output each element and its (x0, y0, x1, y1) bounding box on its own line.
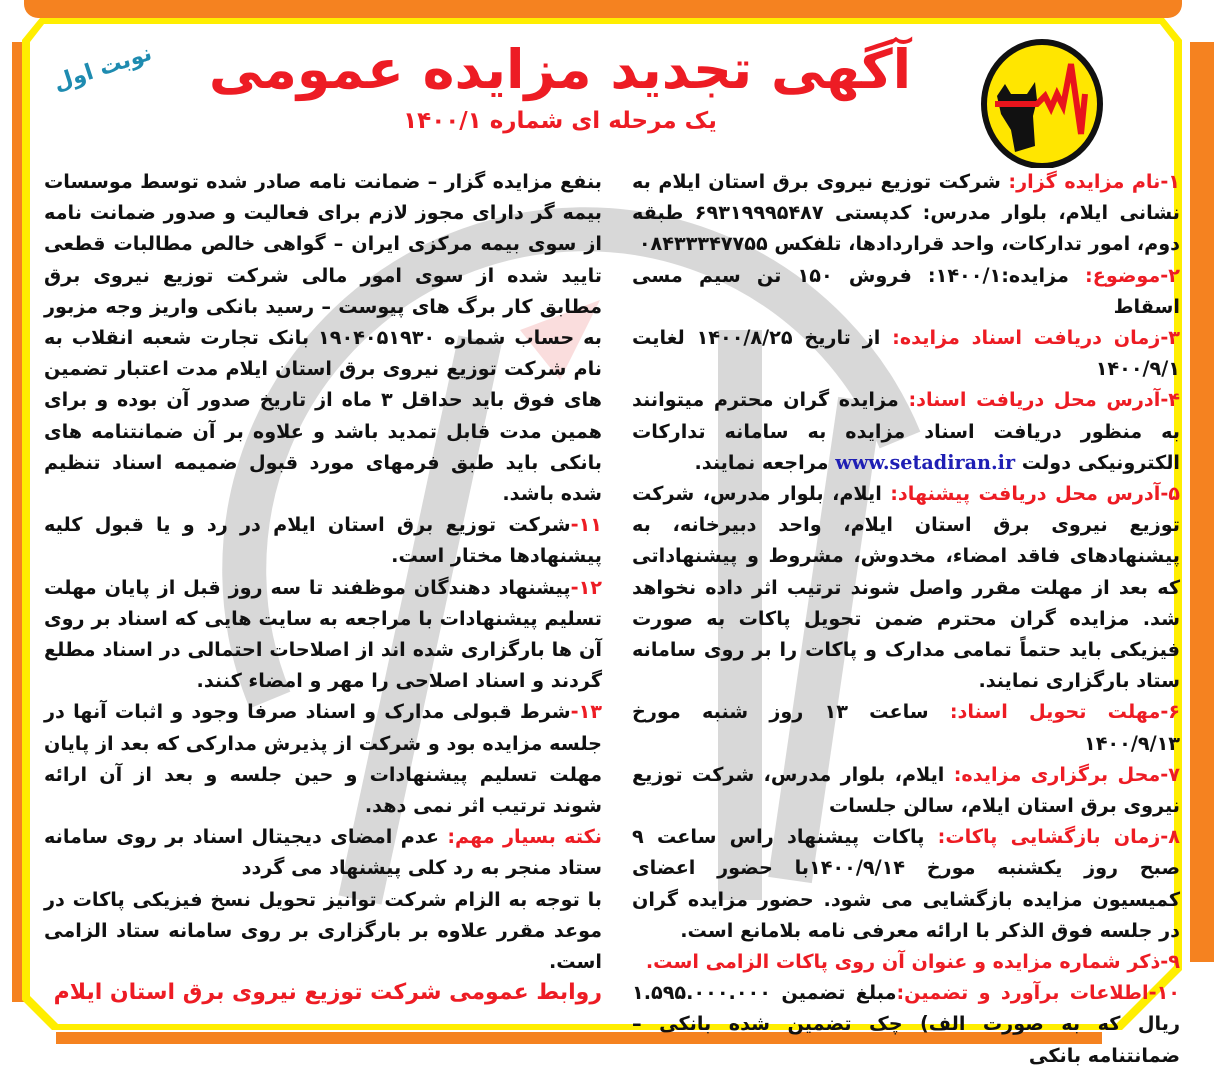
item-10-continuation: بنفع مزایده گزار – ضمانت نامه صادر شده توسط موسسات بیمه گر دارای مجوز لازم برای فعالیت و صدور ضمانت نامه از سوی بیمه مرکزی ایران – گواهی خالص مطالبات قطعی تایید شده از سوی امور مالی شرکت توزیع نیروی برق مطابق کار برگ های پیوست – رسید بانکی واریز وجه مزبور به حساب شماره ۱۹۰۴۰۵۱۹۳۰ بانک تجارت شعبه انقلاب به نام شرکت توزیع نیروی برق استان ایلام مدت اعتبار تضمین های فوق باید حداقل ۳ ماه از تاریخ صدور آن بوده و برای همین مدت قابل تمدید باشد و علاوه بر آن ضمانتنامه های بانکی باید طبق فرمهای مورد قبول ضمیمه اسناد تنظیم شده باشد. (44, 170, 602, 506)
important-note (44, 821, 602, 883)
item-label: ۱۲- (570, 575, 602, 599)
item-10 (632, 977, 1180, 1071)
item-label: ۶-مهلت تحویل اسناد: (949, 700, 1181, 724)
item-text: از تاریخ ۱۴۰۰/۸/۲۵ لغایت ۱۴۰۰/۹/۱ (632, 326, 1180, 381)
item-text: شرکت توزیع برق استان ایلام در رد و یا قبول کلیه پیشنهادها مختار است. (44, 513, 602, 568)
item-label: ۳-زمان دریافت اسناد مزایده: (892, 326, 1180, 350)
frame-orange-top (24, 0, 1182, 18)
item-label: ۹-ذکر شماره مزایده و عنوان آن روی پاکات الزامی است. (645, 950, 1180, 974)
note-text: عدم امضای دیجیتال اسناد بر روی سامانه ستاد منجر به رد کلی پیشنهاد می گردد (44, 825, 602, 880)
item-text: شرط قبولی مدارک و اسناد صرفا وجود و اثبات آنها در جلسه مزایده بود و شرکت از پذیرش مدارکی که بعد از پایان مهلت تسلیم پیشنهادات و حین جلسه و بعد از آن ارائه شوند ترتیب اثر نمی دهد. (44, 700, 602, 818)
item-label: ۴-آدرس محل دریافت اسناد: (908, 388, 1181, 412)
electricity-distribution-logo-icon (975, 34, 1109, 168)
item-7 (632, 759, 1180, 821)
item-4 (632, 384, 1180, 478)
item-text: مزایده:۱۴۰۰/۱: فروش ۱۵۰ تن سیم مسی اسقاط (632, 263, 1180, 318)
item-label: ۷-محل برگزاری مزایده: (953, 762, 1180, 786)
notice-subtitle: یک مرحله ای شماره ۱۴۰۰/۱ (403, 108, 717, 134)
item-11 (44, 509, 602, 571)
item-9 (632, 946, 1180, 977)
frame-orange-right (1190, 42, 1214, 962)
item-label: ۱۱- (570, 513, 602, 537)
item-12 (44, 572, 602, 697)
item-label: ۲-موضوع: (1085, 263, 1180, 287)
setadiran-link[interactable]: www.setadiran.ir (835, 450, 1016, 474)
item-text: پاکات پیشنهاد راس ساعت ۹ صبح روز یکشنبه مورخ ۱۴۰۰/۹/۱۴با حضور اعضای کمیسیون مزایده بازگشایی می شود. حضور مزایده گران در جلسه فوق الذکر با ارائه معرفی نامه بلامانع است. (632, 825, 1180, 942)
item-13 (44, 696, 602, 821)
item-text: ایلام، بلوار مدرس، شرکت توزیع نیروی برق استان ایلام، واحد دبیرخانه، به پیشنهادهای فاقد امضاء، مخدوش، مشروط و پیشنهاداتی که بعد از مهلت مقرر واصل شوند ترتیب اثر داده نخواهد شد. مزایده گران محترم ضمن تحویل پاکات به صورت فیزیکی باید حتماً تمامی مدارک و پاکات را بر روی سامانه ستاد بارگزاری نمایند. (632, 482, 1180, 693)
signature: روابط عمومی شرکت توزیع نیروی برق استان ایلام (53, 980, 602, 1006)
item-label: ۵-آدرس محل دریافت پیشنهاد: (890, 482, 1180, 506)
item-6 (632, 696, 1180, 758)
item-label: ۱-نام مزایده گزار: (1008, 170, 1180, 193)
item-2 (632, 260, 1180, 322)
item-text-after: مراجعه نمایند. (694, 450, 836, 474)
item-text: مزایده گران محترم میتوانند به منظور دریافت اسناد مزایده به سامانه تدارکات الکترونیکی دولت (632, 388, 1180, 474)
item-text: مبلغ تضمین ۱.۵۹۵.۰۰۰.۰۰۰ ریال که به صورت الف) چک تضمین شده بانکی – ضمانتنامه بانکی (632, 981, 1180, 1067)
item-label: ۱۳- (570, 700, 602, 724)
right-column (632, 166, 1180, 1071)
item-8 (632, 821, 1180, 946)
item-1 (632, 166, 1180, 260)
closing-note: با توجه به الزام شرکت توانیز تحویل نسخ فیزیکی پاکات در موعد مقرر علاوه بر بارگزاری بر روی سامانه ستاد الزامی است. (44, 887, 602, 974)
item-label: ۸-زمان بازگشایی پاکات: (937, 825, 1180, 849)
item-text: ساعت ۱۳ روز شنبه مورخ ۱۴۰۰/۹/۱۳ (632, 700, 1180, 755)
item-5 (632, 478, 1180, 696)
item-text: پیشنهاد دهندگان موظفند تا سه روز قبل از پایان مهلت تسلیم پیشنهادات با مراجعه به سایت هایی که اسناد بر روی آن ها بارگزاری شده اند از اصلاحات احتمالی در اسناد مطلع گردند و اسناد اصلاحی را مهر و امضاء کنند. (44, 575, 602, 693)
item-3 (632, 322, 1180, 384)
item-text: شرکت توزیع نیروی برق استان ایلام به نشانی ایلام، بلوار مدرس: کدپستی ۶۹۳۱۹۹۹۵۴۸۷ طبقه دوم، امور تدارکات، واحد قراردادها، تلفکس ۰۸۴۳۳۳۴۷۷۵۵ (632, 170, 1181, 256)
notice-title: آگهی تجدید مزایده عمومی (208, 38, 912, 101)
note-label: نکته بسیار مهم: (447, 825, 602, 849)
left-column (44, 166, 602, 1008)
item-label: ۱۰-اطلاعات برآورد و تضمین: (896, 981, 1180, 1005)
item-text: ایلام، بلوار مدرس، شرکت توزیع نیروی برق استان ایلام، سالن جلسات (632, 762, 1180, 818)
round-badge: نوبت اول (50, 40, 155, 97)
